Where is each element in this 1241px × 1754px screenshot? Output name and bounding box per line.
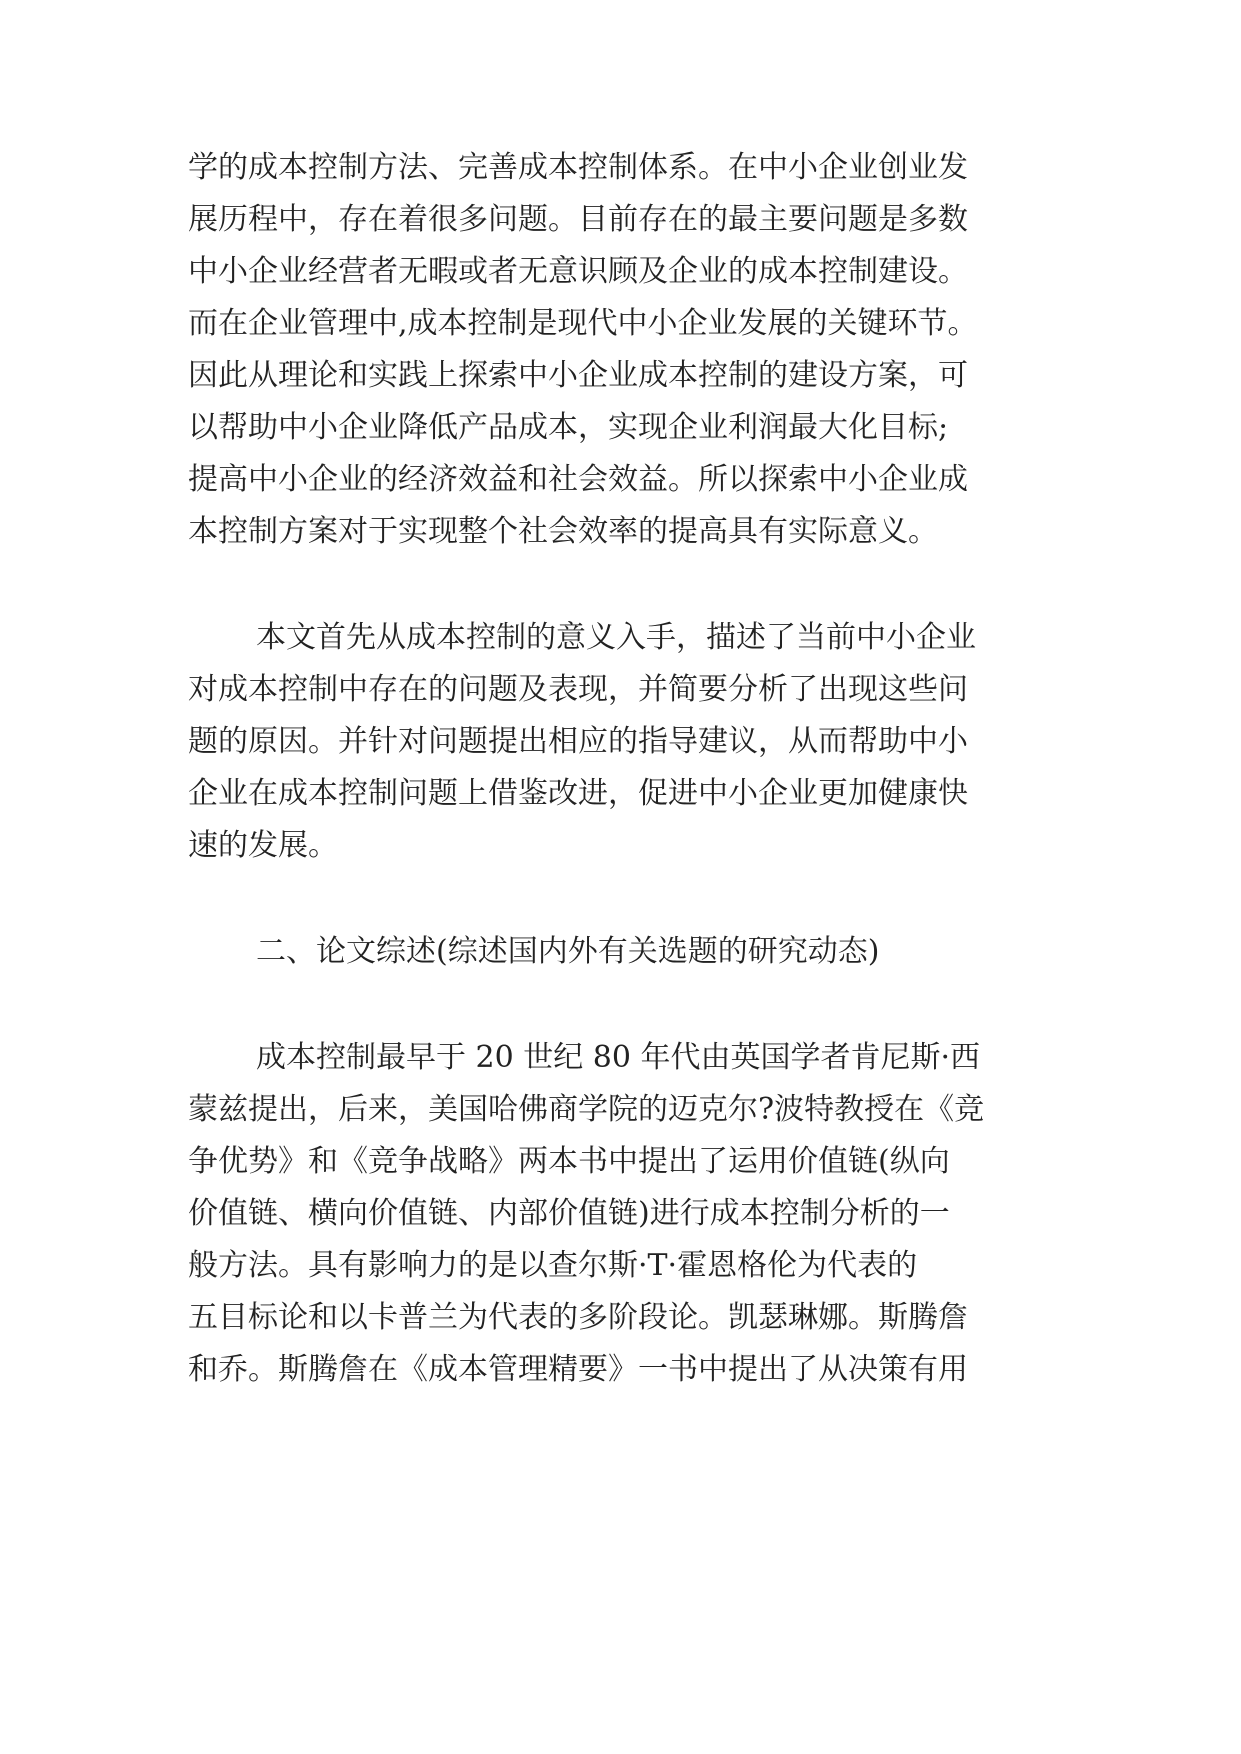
text-line: 中小企业经营者无暇或者无意识顾及企业的成本控制建设。 xyxy=(188,254,968,289)
text-line: 题的原因。并针对问题提出相应的指导建议，从而帮助中小 xyxy=(188,724,968,759)
text-line: 价值链、横向价值链、内部价值链)进行成本控制分析的一 xyxy=(188,1196,950,1231)
text-line: 蒙兹提出，后来，美国哈佛商学院的迈克尔?波特教授在《竞 xyxy=(188,1092,985,1127)
text-line: 因此从理论和实践上探索中小企业成本控制的建设方案，可 xyxy=(188,358,968,393)
text-line: 本文首先从成本控制的意义入手，描述了当前中小企业 xyxy=(256,620,976,655)
text-line: 学的成本控制方法、完善成本控制体系。在中小企业创业发 xyxy=(188,150,968,185)
text-line: 企业在成本控制问题上借鉴改进，促进中小企业更加健康快 xyxy=(188,776,968,811)
text-line: 争优势》和《竞争战略》两本书中提出了运用价值链(纵向 xyxy=(188,1144,950,1179)
text-line: 般方法。具有影响力的是以查尔斯·T·霍恩格伦为代表的 xyxy=(188,1248,918,1283)
text-line: 速的发展。 xyxy=(188,828,338,863)
text-line: 和乔。斯腾詹在《成本管理精要》一书中提出了从决策有用 xyxy=(188,1352,968,1387)
text-line: 五目标论和以卡普兰为代表的多阶段论。凯瑟琳娜。斯腾詹 xyxy=(188,1300,968,1335)
text-line: 对成本控制中存在的问题及表现，并简要分析了出现这些问 xyxy=(188,672,968,707)
text-line: 而在企业管理中,成本控制是现代中小企业发展的关键环节。 xyxy=(188,306,978,341)
text-line: 以帮助中小企业降低产品成本，实现企业利润最大化目标; xyxy=(188,410,949,445)
heading-text: 二、论文综述(综述国内外有关选题的研究动态) xyxy=(256,934,880,969)
text-line: 成本控制最早于 20 世纪 80 年代由英国学者肯尼斯·西 xyxy=(256,1040,981,1075)
text-line: 提高中小企业的经济效益和社会效益。所以探索中小企业成 xyxy=(188,462,968,497)
text-line: 展历程中，存在着很多问题。目前存在的最主要问题是多数 xyxy=(188,202,968,237)
text-line: 本控制方案对于实现整个社会效率的提高具有实际意义。 xyxy=(188,514,938,549)
